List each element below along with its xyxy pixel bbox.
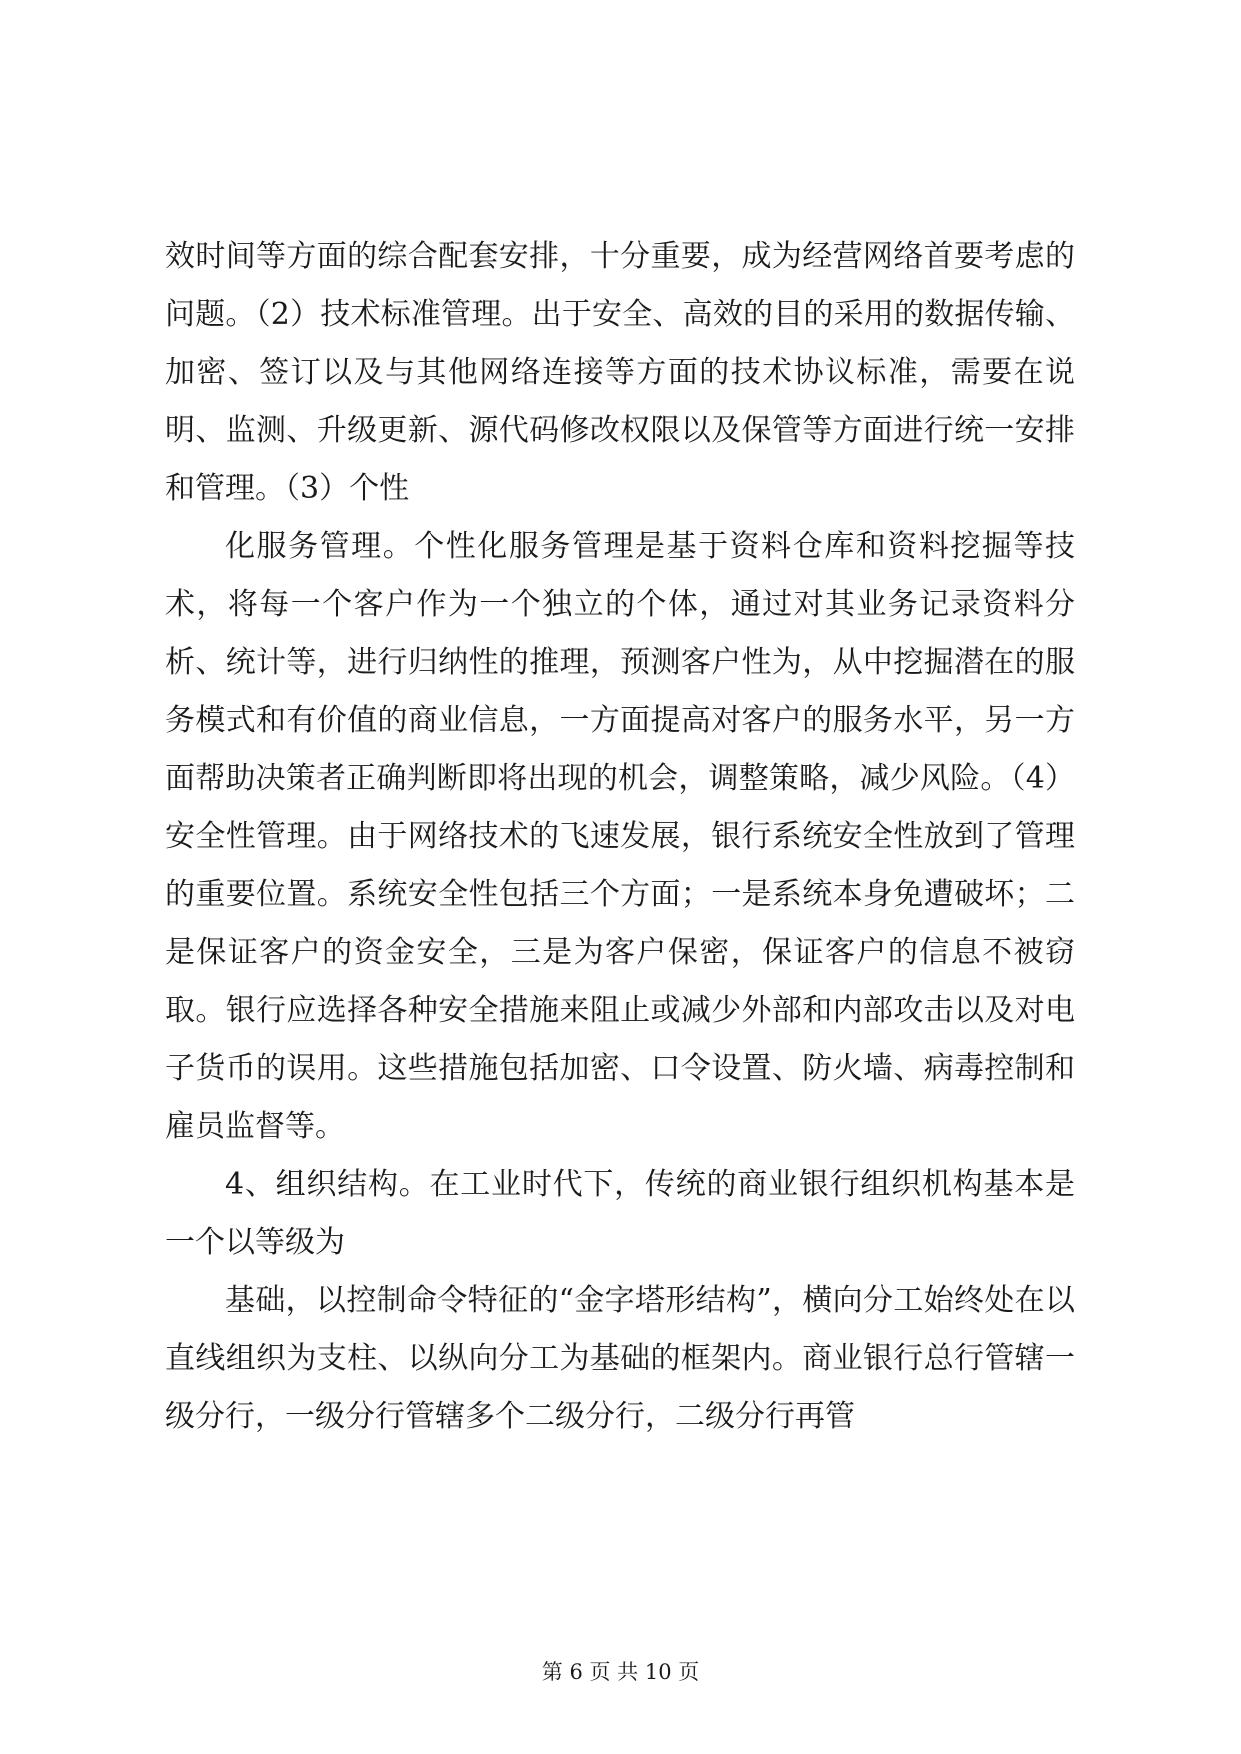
paragraph-2: 化服务管理。个性化服务管理是基于资料仓库和资料挖掘等技术，将每一个客户作为一个独立的个体，通过对其业务记录资料分析、统计等，进行归纳性的推理，预测客户性为，从中挖掘潜在的服务模式和有价值的商业信息，一方面提高对客户的服务水平，另一方面帮助决策者正确判断即将出现的机会，调整策略，减少风险。（4）安全性管理。由于网络技术的飞速发展，银行系统安全性放到了管理的重要位置。系统安全性包括三个方面；一是系统本身免遭破坏；二是保证客户的资金安全，三是为客户保密，保证客户的信息不被窃取。银行应选择各种安全措施来阻止或减少外部和内部攻击以及对电子货币的误用。这些措施包括加密、口令设置、防火墙、病毒控制和雇员监督等。 — [165, 529, 1075, 1144]
paragraph-3: 4、组织结构。在工业时代下，传统的商业银行组织机构基本是一个以等级为 — [165, 1167, 1075, 1260]
page-number: 第 6 页 共 10 页 — [541, 1660, 700, 1684]
paragraph-1: 效时间等方面的综合配套安排，十分重要，成为经营网络首要考虑的问题。（2）技术标准管理。出于安全、高效的目的采用的数据传输、加密、签订以及与其他网络连接等方面的技术协议标准，需要在说明、监测、升级更新、源代码修改权限以及保管等方面进行统一安排和管理。（3）个性 — [165, 239, 1075, 506]
paragraph-4: 基础，以控制命令特征的“金字塔形结构”，横向分工始终处在以直线组织为支柱、以纵向分工为基础的框架内。商业银行总行管辖一级分行，一级分行管辖多个二级分行，二级分行再管 — [165, 1283, 1075, 1434]
page-footer — [0, 1656, 1241, 1686]
body-text — [165, 228, 1075, 1446]
